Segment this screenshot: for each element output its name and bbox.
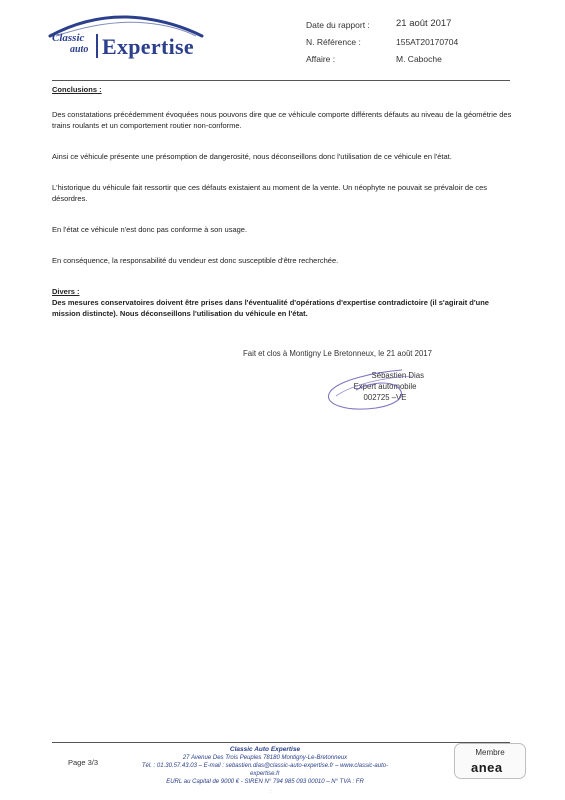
meta-label: N. Référence : bbox=[306, 37, 361, 47]
footer-contact: Tél. : 01.30.57.43.03 – E-mail : sebastien.dias@classic-auto-expertise.fr – www.classic-auto-expertise.fr bbox=[141, 763, 389, 777]
conclusion-paragraph: En l'état ce véhicule n'est donc pas conforme à son usage. bbox=[52, 225, 248, 234]
page-mark: : bbox=[270, 789, 272, 795]
page-number: Page 3/3 bbox=[68, 758, 99, 767]
conclusion-paragraph: Des constatations précédemment évoquées nous pouvons dire que ce véhicule comporte différents défauts au niveau de la géométrie des trains roulants et un comportement routier non-conforme. bbox=[52, 110, 512, 130]
conclusion-paragraph: L'historique du véhicule fait ressortir que ces défauts existaient au moment de la vente. Un néophyte ne pouvait se prévaloir de ces désordres. bbox=[52, 183, 488, 203]
header-divider bbox=[52, 80, 510, 81]
footer-divider bbox=[52, 742, 510, 743]
signatory-number: 002725 –VE bbox=[363, 393, 407, 402]
conclusions-heading: Conclusions : bbox=[52, 85, 102, 94]
badge-anea-logo: anea bbox=[471, 760, 503, 775]
signature-block bbox=[340, 370, 430, 403]
footer-info bbox=[140, 746, 390, 786]
meta-value: M. Caboche bbox=[396, 54, 442, 64]
divers-heading: Divers : bbox=[52, 287, 80, 296]
footer-company: Classic Auto Expertise bbox=[229, 746, 301, 753]
anea-member-badge bbox=[454, 743, 526, 779]
closing-statement: Fait et clos à Montigny Le Bretonneux, le 21 août 2017 bbox=[243, 349, 432, 358]
signature-scribble-icon bbox=[316, 366, 426, 418]
badge-membre-label: Membre bbox=[475, 748, 505, 757]
logo-classic-text: Classic bbox=[52, 32, 85, 44]
footer-legal: EURL au Capital de 9000 € - SIREN N° 794 985 093 00010 – N° TVA : FR bbox=[166, 779, 364, 785]
logo-auto-text: auto bbox=[70, 44, 89, 55]
report-body bbox=[52, 84, 512, 319]
meta-value: 155AT20170704 bbox=[396, 37, 459, 47]
company-logo bbox=[46, 12, 206, 64]
signatory-name: Sébastien Dias bbox=[371, 371, 424, 380]
signatory-role: Expert automobile bbox=[353, 382, 417, 391]
footer-address: 27 Avenue Des Trois Peuples 78180 Montigny-Le-Bretonneux bbox=[182, 755, 348, 761]
meta-value: 21 août 2017 bbox=[396, 18, 452, 29]
logo-brand-text: Expertise bbox=[102, 34, 194, 59]
conclusion-paragraph: En conséquence, la responsabilité du vendeur est donc susceptible d'être recherchée. bbox=[52, 256, 339, 265]
meta-label: Affaire : bbox=[306, 54, 336, 64]
divers-paragraph: Des mesures conservatoires doivent être prises dans l'éventualité d'opérations d'expertise contradictoire (il s'agirait d'une mission distincte). Nous déconseillons l'utilisation du véhicule en l'état. bbox=[52, 298, 489, 318]
logo-divider bbox=[96, 34, 98, 58]
conclusion-paragraph: Ainsi ce véhicule présente une présomption de dangerosité, nous déconseillons donc l'utilisation de ce véhicule en l'état. bbox=[52, 152, 452, 161]
meta-label: Date du rapport : bbox=[306, 20, 370, 30]
